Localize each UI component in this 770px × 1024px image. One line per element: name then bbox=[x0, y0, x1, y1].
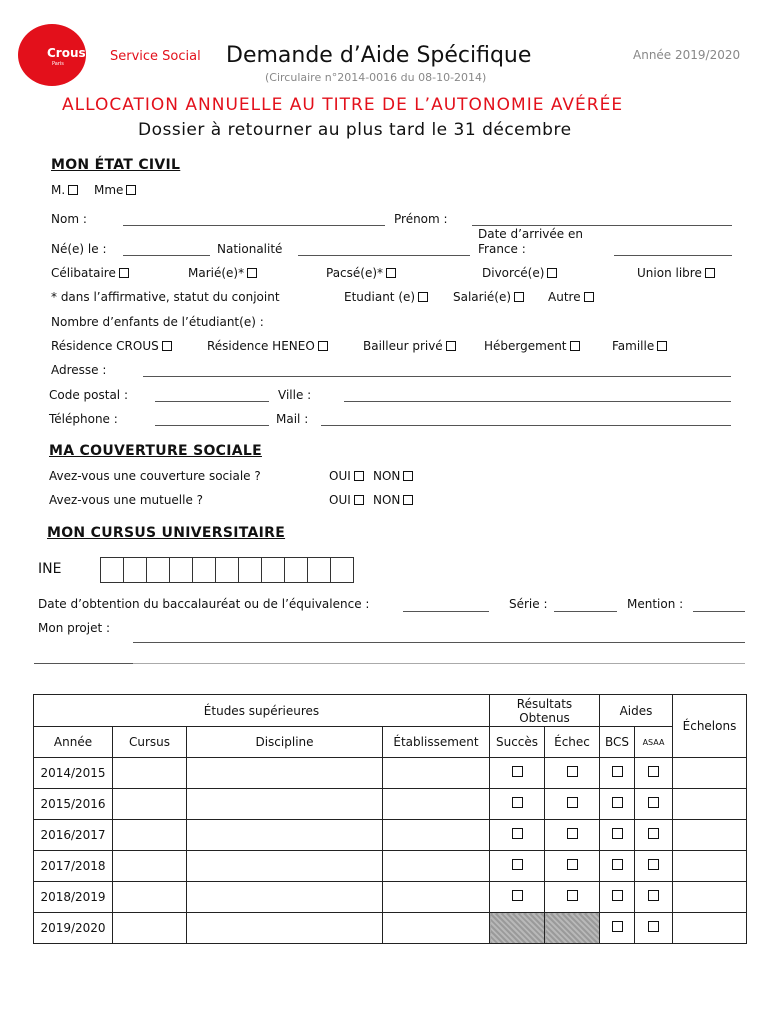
ne-le-label: Né(e) le : bbox=[51, 242, 107, 256]
adresse-field[interactable] bbox=[143, 376, 731, 377]
mutuelle-oui[interactable]: OUI bbox=[329, 493, 364, 507]
allocation-title: ALLOCATION ANNUELLE AU TITRE DE L’AUTONOMIE AVÉRÉE bbox=[62, 95, 624, 115]
cursus-header: Cursus bbox=[113, 727, 187, 758]
marie-option[interactable]: Marié(e)* bbox=[188, 266, 257, 280]
echec-cell-disabled bbox=[545, 913, 600, 944]
date-arrivee-field[interactable] bbox=[614, 255, 732, 256]
echelons-header: Échelons bbox=[673, 695, 747, 758]
succes-checkbox-cell[interactable] bbox=[490, 758, 545, 789]
checkbox-icon[interactable] bbox=[446, 341, 456, 351]
checkbox-icon[interactable] bbox=[512, 890, 523, 901]
adresse-label: Adresse : bbox=[51, 363, 107, 377]
prenom-field[interactable] bbox=[472, 225, 732, 226]
checkbox-icon[interactable] bbox=[247, 268, 257, 278]
bcs-checkbox-cell[interactable] bbox=[600, 882, 635, 913]
etablissement-cell[interactable] bbox=[383, 758, 490, 789]
cursus-cell[interactable] bbox=[113, 851, 187, 882]
succes-header: Succès bbox=[490, 727, 545, 758]
asaa-checkbox-cell[interactable] bbox=[635, 820, 673, 851]
echec-checkbox-cell[interactable] bbox=[545, 758, 600, 789]
mutuelle-question: Avez-vous une mutuelle ? bbox=[49, 493, 204, 507]
projet-field-line1[interactable] bbox=[133, 642, 745, 643]
nombre-enfants-label: Nombre d’enfants de l’étudiant(e) : bbox=[51, 315, 264, 329]
bcs-checkbox-cell[interactable] bbox=[600, 789, 635, 820]
birthdate-field[interactable] bbox=[123, 255, 210, 256]
aides-header: Aides bbox=[600, 695, 673, 727]
checkbox-icon[interactable] bbox=[318, 341, 328, 351]
etudes-header: Études supérieures bbox=[34, 695, 490, 727]
divorce-option[interactable]: Divorcé(e) bbox=[482, 266, 557, 280]
telephone-label: Téléphone : bbox=[49, 412, 118, 426]
checkbox-icon[interactable] bbox=[119, 268, 129, 278]
table-row bbox=[34, 882, 747, 913]
celibataire-option[interactable]: Célibataire bbox=[51, 266, 129, 280]
residence-crous-option[interactable]: Résidence CROUS bbox=[51, 339, 172, 353]
checkbox-icon[interactable] bbox=[648, 859, 659, 870]
cursus-cell[interactable] bbox=[113, 882, 187, 913]
bcs-checkbox-cell[interactable] bbox=[600, 820, 635, 851]
mention-label: Mention : bbox=[627, 597, 684, 611]
checkbox-icon[interactable] bbox=[512, 766, 523, 777]
section-couverture-sociale: MA COUVERTURE SOCIALE bbox=[49, 443, 262, 459]
echec-header: Échec bbox=[545, 727, 600, 758]
etablissement-cell[interactable] bbox=[383, 882, 490, 913]
echelon-cell[interactable] bbox=[673, 882, 747, 913]
studies-table bbox=[33, 694, 747, 944]
pacse-option[interactable]: Pacsé(e)* bbox=[326, 266, 396, 280]
projet-field-line2-start bbox=[34, 663, 133, 664]
checkbox-icon[interactable] bbox=[567, 859, 578, 870]
bac-date-label: Date d’obtention du baccalauréat ou de l’équivalence : bbox=[38, 597, 370, 611]
nationalite-label: Nationalité bbox=[217, 242, 283, 256]
checkbox-icon[interactable] bbox=[648, 890, 659, 901]
section-cursus: MON CURSUS UNIVERSITAIRE bbox=[47, 525, 286, 541]
etablissement-cell[interactable] bbox=[383, 851, 490, 882]
asaa-checkbox-cell[interactable] bbox=[635, 851, 673, 882]
crous-logo bbox=[18, 24, 86, 86]
checkbox-icon[interactable] bbox=[354, 495, 364, 505]
hebergement-option[interactable]: Hébergement bbox=[484, 339, 580, 353]
couverture-question: Avez-vous une couverture sociale ? bbox=[49, 469, 261, 483]
ville-field[interactable] bbox=[344, 401, 731, 402]
autre-option[interactable]: Autre bbox=[548, 290, 594, 304]
checkbox-icon[interactable] bbox=[648, 766, 659, 777]
checkbox-icon[interactable] bbox=[648, 797, 659, 808]
cursus-cell[interactable] bbox=[113, 789, 187, 820]
checkbox-icon[interactable] bbox=[126, 185, 136, 195]
date-arrivee-label-2: France : bbox=[478, 242, 526, 256]
code-postal-field[interactable] bbox=[155, 401, 269, 402]
annee-header: Année bbox=[34, 727, 113, 758]
form-title: Demande d’Aide Spécifique bbox=[226, 43, 532, 68]
year-label: Année 2019/2020 bbox=[633, 48, 741, 62]
echelon-cell[interactable] bbox=[673, 851, 747, 882]
nationalite-field[interactable] bbox=[298, 255, 470, 256]
table-row bbox=[34, 820, 747, 851]
echelon-cell[interactable] bbox=[673, 789, 747, 820]
mme-option[interactable]: Mme bbox=[94, 183, 136, 197]
checkbox-icon[interactable] bbox=[354, 471, 364, 481]
echec-checkbox-cell[interactable] bbox=[545, 851, 600, 882]
checkbox-icon[interactable] bbox=[705, 268, 715, 278]
table-row bbox=[34, 851, 747, 882]
circulaire-ref: (Circulaire n°2014-0016 du 08-10-2014) bbox=[265, 71, 487, 84]
checkbox-icon[interactable] bbox=[567, 766, 578, 777]
projet-field-line2[interactable] bbox=[34, 663, 745, 664]
mutuelle-non[interactable]: NON bbox=[373, 493, 413, 507]
asaa-checkbox-cell[interactable] bbox=[635, 789, 673, 820]
succes-checkbox-cell[interactable] bbox=[490, 851, 545, 882]
checkbox-icon[interactable] bbox=[403, 471, 413, 481]
discipline-cell[interactable] bbox=[187, 851, 383, 882]
echec-checkbox-cell[interactable] bbox=[545, 882, 600, 913]
ine-label: INE bbox=[38, 561, 62, 577]
asaa-checkbox-cell[interactable] bbox=[635, 882, 673, 913]
bcs-checkbox-cell[interactable] bbox=[600, 851, 635, 882]
discipline-header: Discipline bbox=[187, 727, 383, 758]
table-row bbox=[34, 913, 747, 944]
deadline-subtitle: Dossier à retourner au plus tard le 31 décembre bbox=[138, 120, 572, 140]
year-cell: 2014/2015 bbox=[34, 758, 113, 789]
mail-label: Mail : bbox=[276, 412, 309, 426]
checkbox-icon[interactable] bbox=[512, 828, 523, 839]
prenom-label: Prénom : bbox=[394, 212, 448, 226]
asaa-checkbox-cell[interactable] bbox=[635, 758, 673, 789]
etablissement-cell[interactable] bbox=[383, 789, 490, 820]
checkbox-icon[interactable] bbox=[657, 341, 667, 351]
mail-field[interactable] bbox=[321, 425, 731, 426]
resultats-header: Résultats Obtenus bbox=[490, 695, 600, 727]
bac-date-field[interactable] bbox=[403, 611, 489, 612]
echelon-cell[interactable] bbox=[673, 758, 747, 789]
echec-checkbox-cell[interactable] bbox=[545, 789, 600, 820]
checkbox-icon[interactable] bbox=[584, 292, 594, 302]
cursus-cell[interactable] bbox=[113, 913, 187, 944]
bcs-checkbox-cell[interactable] bbox=[600, 913, 635, 944]
checkbox-icon[interactable] bbox=[648, 921, 659, 932]
cursus-cell[interactable] bbox=[113, 820, 187, 851]
year-cell: 2018/2019 bbox=[34, 882, 113, 913]
checkbox-icon[interactable] bbox=[612, 766, 623, 777]
serie-label: Série : bbox=[509, 597, 548, 611]
etablissement-header: Établissement bbox=[383, 727, 490, 758]
year-cell: 2015/2016 bbox=[34, 789, 113, 820]
asaa-header: ASAA bbox=[635, 727, 673, 758]
table-row bbox=[34, 789, 747, 820]
checkbox-icon[interactable] bbox=[68, 185, 78, 195]
checkbox-icon[interactable] bbox=[612, 797, 623, 808]
logo-text: Crous bbox=[47, 46, 86, 60]
bcs-header: BCS bbox=[600, 727, 635, 758]
checkbox-icon[interactable] bbox=[386, 268, 396, 278]
famille-option[interactable]: Famille bbox=[612, 339, 667, 353]
year-cell: 2017/2018 bbox=[34, 851, 113, 882]
checkbox-icon[interactable] bbox=[567, 828, 578, 839]
echec-checkbox-cell[interactable] bbox=[545, 820, 600, 851]
union-libre-option[interactable]: Union libre bbox=[637, 266, 715, 280]
discipline-cell[interactable] bbox=[187, 820, 383, 851]
mention-field[interactable] bbox=[693, 611, 745, 612]
checkbox-icon[interactable] bbox=[403, 495, 413, 505]
echelon-cell[interactable] bbox=[673, 820, 747, 851]
etablissement-cell[interactable] bbox=[383, 820, 490, 851]
succes-cell-disabled bbox=[490, 913, 545, 944]
table-row bbox=[34, 758, 747, 789]
checkbox-icon[interactable] bbox=[612, 921, 623, 932]
service-social-label: Service Social bbox=[110, 49, 201, 64]
salarie-option[interactable]: Salarié(e) bbox=[453, 290, 524, 304]
etablissement-cell[interactable] bbox=[383, 913, 490, 944]
m-option[interactable]: M. bbox=[51, 183, 78, 197]
asaa-checkbox-cell[interactable] bbox=[635, 913, 673, 944]
discipline-cell[interactable] bbox=[187, 913, 383, 944]
date-arrivee-label-1: Date d’arrivée en bbox=[478, 227, 583, 241]
discipline-cell[interactable] bbox=[187, 882, 383, 913]
checkbox-icon[interactable] bbox=[570, 341, 580, 351]
checkbox-icon[interactable] bbox=[514, 292, 524, 302]
couverture-oui[interactable]: OUI bbox=[329, 469, 364, 483]
checkbox-icon[interactable] bbox=[567, 890, 578, 901]
residence-heneo-option[interactable]: Résidence HENEO bbox=[207, 339, 328, 353]
bcs-checkbox-cell[interactable] bbox=[600, 758, 635, 789]
projet-label: Mon projet : bbox=[38, 621, 111, 635]
ville-label: Ville : bbox=[278, 388, 312, 402]
succes-checkbox-cell[interactable] bbox=[490, 820, 545, 851]
checkbox-icon[interactable] bbox=[567, 797, 578, 808]
bailleur-prive-option[interactable]: Bailleur privé bbox=[363, 339, 456, 353]
nom-field[interactable] bbox=[123, 225, 385, 226]
checkbox-icon[interactable] bbox=[418, 292, 428, 302]
telephone-field[interactable] bbox=[155, 425, 269, 426]
succes-checkbox-cell[interactable] bbox=[490, 882, 545, 913]
etudiant-option[interactable]: Etudiant (e) bbox=[344, 290, 428, 304]
echelon-cell[interactable] bbox=[673, 913, 747, 944]
checkbox-icon[interactable] bbox=[648, 828, 659, 839]
discipline-cell[interactable] bbox=[187, 758, 383, 789]
year-cell: 2016/2017 bbox=[34, 820, 113, 851]
checkbox-icon[interactable] bbox=[612, 859, 623, 870]
logo-subtext: Paris bbox=[52, 61, 64, 67]
code-postal-label: Code postal : bbox=[49, 388, 128, 402]
ine-input-boxes[interactable] bbox=[100, 557, 354, 583]
section-etat-civil: MON ÉTAT CIVIL bbox=[51, 157, 181, 173]
succes-checkbox-cell[interactable] bbox=[490, 789, 545, 820]
nom-label: Nom : bbox=[51, 212, 87, 226]
serie-field[interactable] bbox=[554, 611, 617, 612]
couverture-non[interactable]: NON bbox=[373, 469, 413, 483]
year-cell: 2019/2020 bbox=[34, 913, 113, 944]
cursus-cell[interactable] bbox=[113, 758, 187, 789]
conjoint-statut-label: * dans l’affirmative, statut du conjoint bbox=[51, 290, 280, 304]
checkbox-icon[interactable] bbox=[612, 828, 623, 839]
checkbox-icon[interactable] bbox=[612, 890, 623, 901]
checkbox-icon[interactable] bbox=[162, 341, 172, 351]
discipline-cell[interactable] bbox=[187, 789, 383, 820]
checkbox-icon[interactable] bbox=[512, 797, 523, 808]
checkbox-icon[interactable] bbox=[547, 268, 557, 278]
checkbox-icon[interactable] bbox=[512, 859, 523, 870]
